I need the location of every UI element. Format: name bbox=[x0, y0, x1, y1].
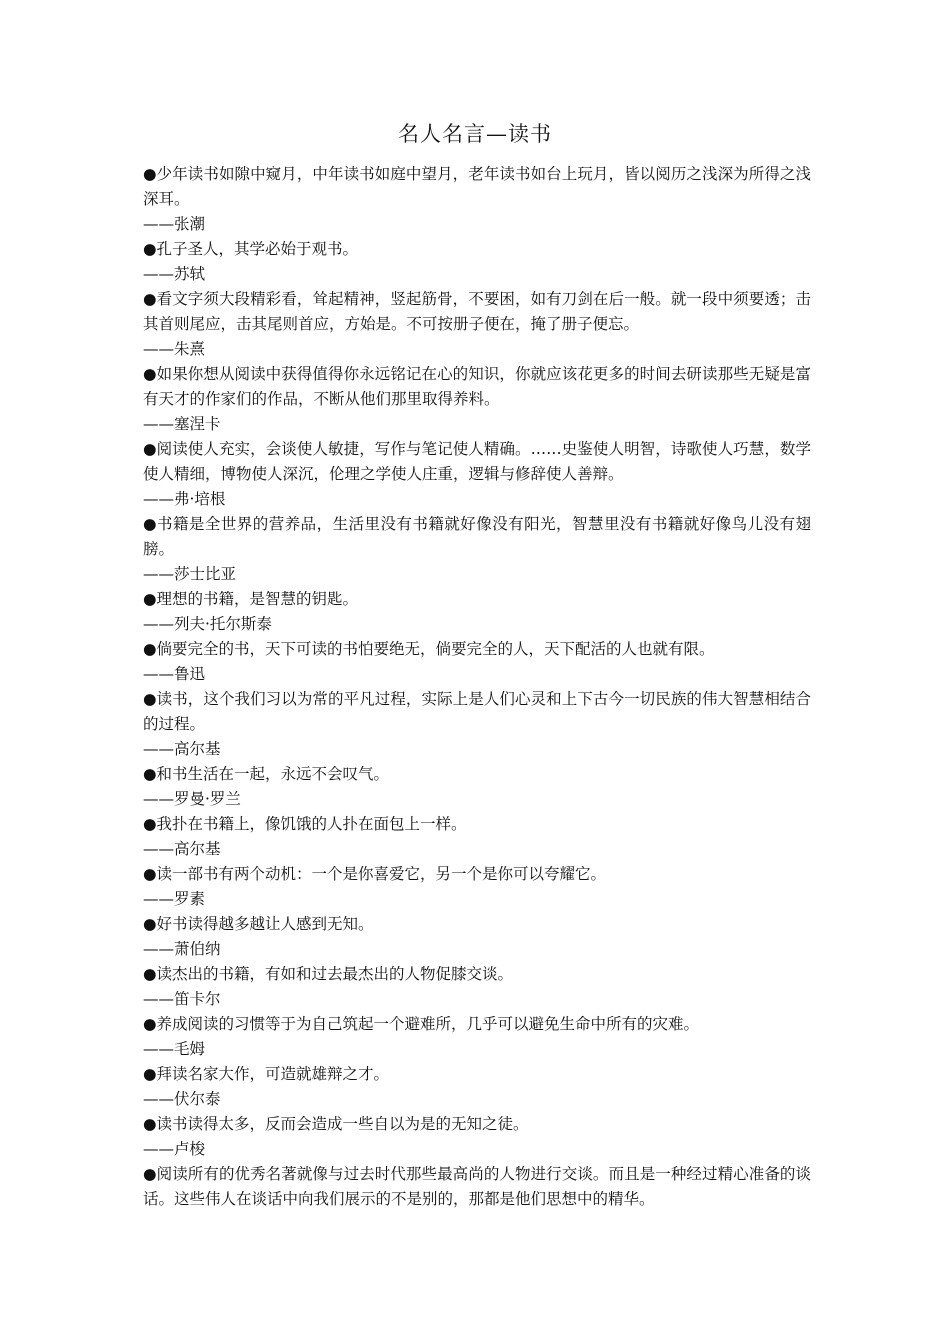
quote-text: ●孔子圣人，其学必始于观书。 bbox=[143, 240, 359, 258]
quote-author: ——罗素 bbox=[143, 890, 206, 908]
quote-text: ●好书读得越多越让人感到无知。 bbox=[143, 915, 374, 933]
quote-author: ——张潮 bbox=[143, 215, 206, 233]
quote-text: ●少年读书如隙中窥月，中年读书如庭中望月，老年读书如台上玩月，皆以阅历之浅深为所得之浅深耳。 bbox=[143, 165, 811, 208]
quote-author: ——朱熹 bbox=[143, 340, 206, 358]
quote-text: ●倘要完全的书，天下可读的书怕要绝无，倘要完全的人，天下配活的人也就有限。 bbox=[143, 640, 715, 658]
quote-author: ——弗·培根 bbox=[143, 490, 226, 508]
quote-text: ●阅读使人充实，会谈使人敏捷，写作与笔记使人精确。……史鉴使人明智，诗歌使人巧慧，数学使人精细，博物使人深沉，伦理之学使人庄重，逻辑与修辞使人善辩。 bbox=[143, 440, 811, 483]
quote-text: ●读书读得太多，反而会造成一些自以为是的无知之徒。 bbox=[143, 1115, 529, 1133]
quote-text: ●理想的书籍，是智慧的钥匙。 bbox=[143, 590, 359, 608]
quote-author: ——苏轼 bbox=[143, 265, 206, 283]
quote-text: ●看文字须大段精彩看，耸起精神，竖起筋骨，不要困，如有刀剑在后一般。就一段中须要透；击其首则尾应，击其尾则首应，方始是。不可按册子便在，掩了册子便忘。 bbox=[143, 290, 811, 333]
quote-author: ——塞涅卡 bbox=[143, 415, 221, 433]
quote-author: ——毛姆 bbox=[143, 1040, 206, 1058]
quote-text: ●读一部书有两个动机：一个是你喜爱它，另一个是你可以夸耀它。 bbox=[143, 865, 607, 883]
quote-text: ●读书，这个我们习以为常的平凡过程，实际上是人们心灵和上下古今一切民族的伟大智慧相结合的过程。 bbox=[143, 690, 811, 733]
quote-author: ——高尔基 bbox=[143, 840, 221, 858]
quote-author: ——列夫·托尔斯泰 bbox=[143, 615, 272, 633]
quote-author: ——鲁迅 bbox=[143, 665, 206, 683]
quote-text: ●和书生活在一起，永远不会叹气。 bbox=[143, 765, 390, 783]
quote-author: ——笛卡尔 bbox=[143, 990, 221, 1008]
quote-text: ●书籍是全世界的营养品，生活里没有书籍就好像没有阳光，智慧里没有书籍就好像鸟儿没有翅膀。 bbox=[143, 515, 811, 558]
quote-text: ●阅读所有的优秀名著就像与过去时代那些最高尚的人物进行交谈。而且是一种经过精心准备的谈话。这些伟人在谈话中向我们展示的不是别的，那都是他们思想中的精华。 bbox=[143, 1165, 811, 1208]
quote-author: ——罗曼·罗兰 bbox=[143, 790, 241, 808]
quote-author: ——卢梭 bbox=[143, 1140, 206, 1158]
quote-text: ●拜读名家大作，可造就雄辩之才。 bbox=[143, 1065, 390, 1083]
quote-list bbox=[143, 162, 811, 1212]
quote-text: ●养成阅读的习惯等于为自己筑起一个避难所，几乎可以避免生命中所有的灾难。 bbox=[143, 1015, 700, 1033]
document-title: 名人名言—读书 bbox=[398, 122, 552, 146]
quote-author: ——伏尔泰 bbox=[143, 1090, 221, 1108]
quote-author: ——萧伯纳 bbox=[143, 940, 221, 958]
quote-text: ●我扑在书籍上，像饥饿的人扑在面包上一样。 bbox=[143, 815, 467, 833]
quote-text: ●如果你想从阅读中获得值得你永远铭记在心的知识，你就应该花更多的时间去研读那些无疑是富有天才的作家们的作品，不断从他们那里取得养料。 bbox=[143, 365, 811, 408]
quote-author: ——莎士比亚 bbox=[143, 565, 237, 583]
quote-author: ——高尔基 bbox=[143, 740, 221, 758]
quote-text: ●读杰出的书籍，有如和过去最杰出的人物促膝交谈。 bbox=[143, 965, 514, 983]
